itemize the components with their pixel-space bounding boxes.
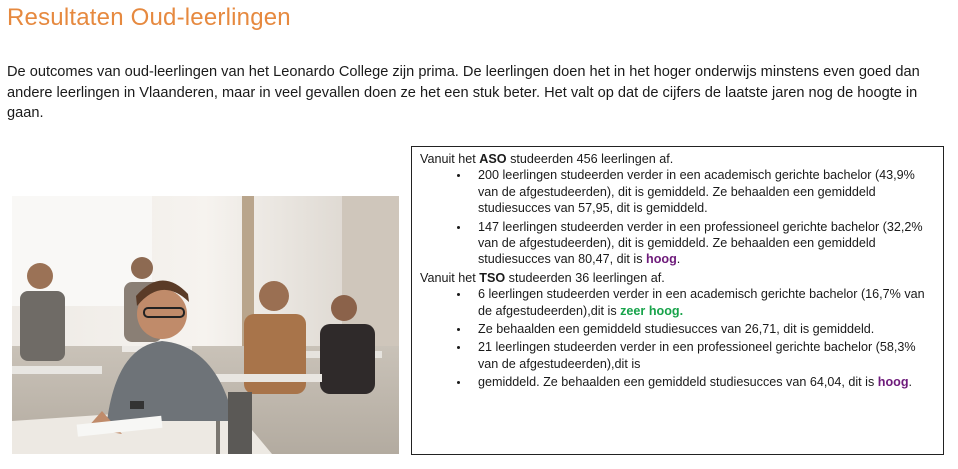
tso-list	[420, 286, 933, 390]
page-title: Resultaten Oud-leerlingen	[7, 4, 291, 31]
emphasis-hoog: hoog	[877, 375, 909, 390]
list-item: • 6 leerlingen studeerden verder in een academisch gerichte bachelor (16,7% van de afgestudeerden),dit is zeer hoog.	[470, 286, 933, 319]
aso-label: ASO	[479, 152, 507, 166]
list-item: • 21 leerlingen studeerden verder in een professioneel gerichte bachelor (58,3% van de afgestudeerden),dit is	[470, 339, 933, 372]
emphasis-hoog: hoog	[646, 252, 677, 267]
list-item: • 147 leerlingen studeerden verder in een professioneel gerichte bachelor (32,2% van de afgestudeerden), dit is gemiddeld. Ze behaalden een gemiddeld studiesucces van 80,47, dit is hoog.	[470, 219, 933, 268]
classroom-photo	[12, 196, 399, 454]
emphasis-zeer-hoog: zeer hoog	[620, 303, 680, 318]
list-item: • gemiddeld. Ze behaalden een gemiddeld studiesucces van 64,04, dit is hoog.	[470, 374, 933, 390]
aso-heading: Vanuit het ASO studeerden 456 leerlingen af.	[420, 152, 674, 166]
tso-label: TSO	[479, 270, 506, 285]
intro-paragraph: De outcomes van oud-leerlingen van het Leonardo College zijn prima. De leerlingen doen het in het hoger onderwijs minstens even goed dan andere leerlingen in Vlaanderen, maar in veel gevallen doen ze het een stuk beter. Het valt op dat de cijfers de laatste jaren nog de hoogte in gaan.	[7, 64, 920, 121]
aso-list	[420, 167, 933, 267]
list-item: • Ze behaalden een gemiddeld studiesucces van 26,71, dit is gemiddeld.	[470, 321, 933, 337]
tso-heading: Vanuit het TSO studeerden 36 leerlingen af.	[420, 270, 665, 285]
list-item: • 200 leerlingen studeerden verder in een academisch gerichte bachelor (43,9% van de afgestudeerden), dit is gemiddeld. Ze behaalden een gemiddeld studiesucces van 57,95, dit is gemiddeld.	[470, 167, 933, 216]
results-box	[411, 146, 944, 455]
